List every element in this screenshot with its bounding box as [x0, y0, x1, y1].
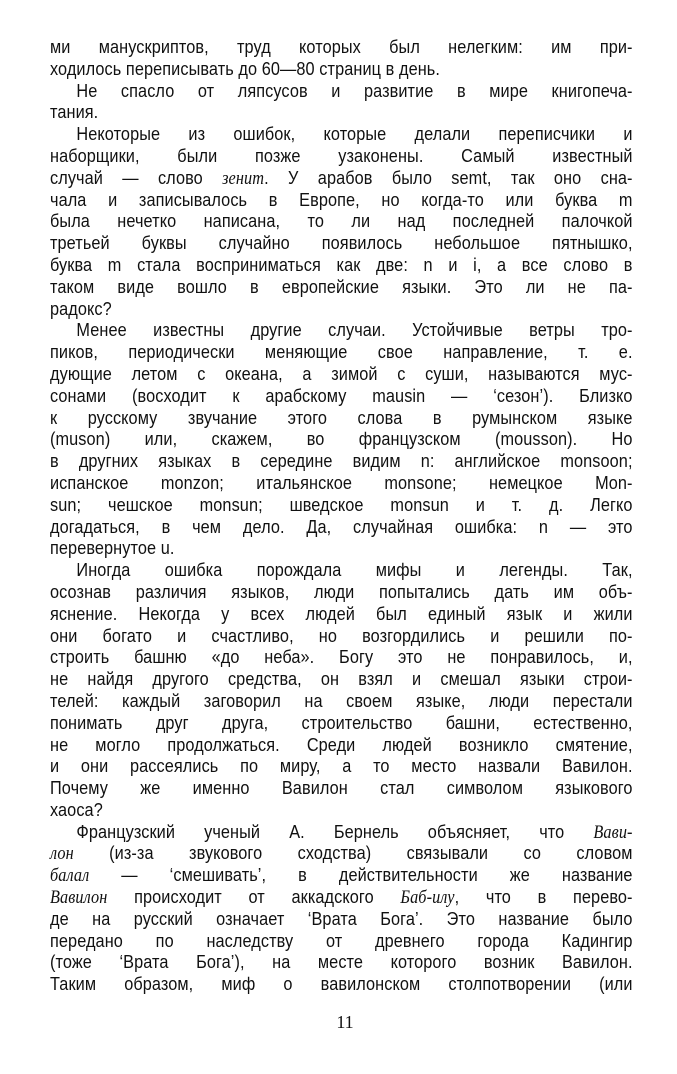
text-line: перевернутое u. — [50, 537, 175, 559]
text-line: догадаться, в чем дело. Да, случайная ошибка: n — это — [50, 515, 633, 537]
italic-term: Вави- — [593, 822, 633, 843]
text-line: яснение. Некогда у всех людей был единый язык и жили — [50, 602, 633, 624]
italic-term: Баб-илу — [400, 888, 455, 909]
italic-term: зенит — [222, 168, 265, 189]
italic-term: лон — [50, 844, 74, 865]
text-line: балал — ‘смешивать’, в действительности же название — [50, 864, 633, 887]
text-line: Вавилон происходит от аккадского Баб-илу, что в перево- — [50, 886, 633, 909]
page-number: 11 — [336, 1012, 354, 1032]
text-line: телей: каждый заговорил на своем языке, люди перестали — [50, 689, 633, 711]
text-line: не могло продолжаться. Среди людей возникло смятение, — [50, 733, 633, 755]
text-line: ми манускриптов, труд которых был нелегким: им при- — [50, 36, 633, 57]
text-line: испанское monzon; итальянское monsone; немецкое Mon- — [50, 471, 633, 493]
text-line: таком виде вошло в европейские языки. Это ли не па- — [50, 275, 633, 297]
text-line: понимать друг друга, строительство башни, естественно, — [50, 711, 633, 733]
text-line: sun; чешское monsun; шведское monsun и т. д. Легко — [50, 493, 633, 515]
text-line: не найдя другого средства, он взял и смешал языки строи- — [50, 668, 633, 690]
text-line: Почему же именно Вавилон стал символом языкового — [50, 777, 633, 799]
text-line: Менее известны другие случаи. Устойчивые ветры тро- — [76, 319, 633, 341]
text-line: наборщики, были позже узаконены. Самый известный — [50, 144, 633, 166]
text-line: строить башню «до неба». Богу это не понравилось, и, — [50, 646, 633, 668]
text-line: дующие летом с океана, а зимой с суши, называются мус- — [50, 362, 633, 384]
text-line: случай — слово зенит. У арабов было semt, так оно сна- — [50, 166, 633, 189]
text-line: к русскому звучание этого слова в румынском языке — [50, 406, 633, 428]
text-line: в другних языках в середине видим n: английское monsoon; — [50, 450, 633, 472]
text-line: буква m стала восприниматься как две: n и i, а все слово в — [50, 253, 633, 275]
text-line: тания. — [50, 101, 99, 123]
text-line: радокс? — [50, 297, 112, 319]
text-line: ходилось переписывать до 60—80 страниц в день. — [50, 57, 440, 79]
text-line: Таким образом, миф о вавилонском столпотворении (или — [50, 973, 633, 995]
text-line: и они рассеялись по миру, а то место назвали Вавилон. — [50, 755, 633, 777]
italic-term: балал — [50, 866, 90, 887]
text-line: Некоторые из ошибок, которые делали переписчики и — [76, 123, 633, 145]
text-line: чала и записывалось в Европе, но когда-то или буква m — [50, 188, 633, 210]
text-line: осознав различия языков, люди попытались дать им объ- — [50, 580, 633, 602]
text-line: лон (из-за звукового сходства) связывали со словом — [50, 842, 633, 865]
text-line: (тоже ‘Врата Бога’), на месте которого возник Вавилон. — [50, 951, 633, 973]
text-line: они богато и счастливо, но возгордились и решили по- — [50, 624, 633, 646]
text-line: Не спасло от ляпсусов и развитие в мире книгопеча- — [76, 79, 633, 101]
text-line: Французский ученый А. Бернель объясняет, что Вави- — [76, 820, 633, 843]
italic-term: Вавилон — [50, 888, 108, 909]
text-line: передано по наследству от древнего города Кадингир — [50, 929, 633, 951]
text-line: де на русский означает ‘Врата Бога’. Это название было — [50, 907, 633, 929]
body-text — [50, 36, 633, 995]
text-line: была нечетко написана, то ли над последней палочкой — [50, 210, 633, 232]
text-line: сонами (восходит к арабскому mausin — ‘сезон’). Близко — [50, 384, 633, 406]
text-line: хаоса? — [50, 798, 103, 820]
text-line: пиков, периодически меняющие свое направление, т. е. — [50, 341, 633, 363]
text-line: третьей буквы случайно появилось небольшое пятнышко, — [50, 232, 633, 254]
text-line: Иногда ошибка порождала мифы и легенды. Так, — [76, 559, 633, 581]
text-line: (muson) или, скажем, во французском (mousson). Но — [50, 428, 633, 450]
